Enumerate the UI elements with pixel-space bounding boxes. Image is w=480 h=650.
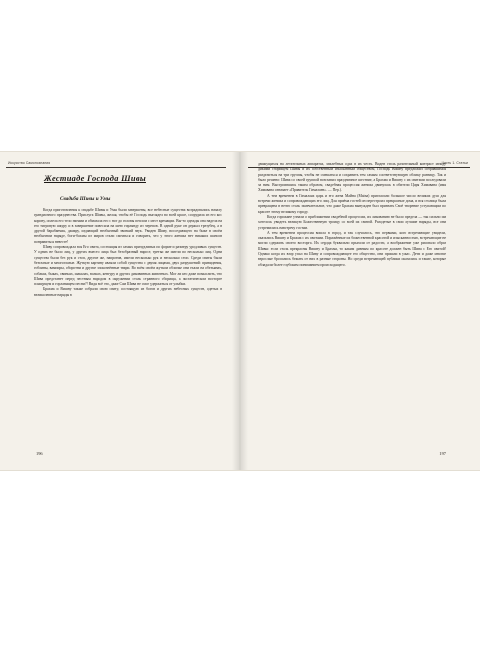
right-running-head: Часть 1. Статьи <box>441 161 468 165</box>
right-page-number: 197 <box>439 451 446 456</box>
right-paragraph: А тем временем процессия вошла в город, и так случилось, что первыми, кого встречающие увидели, оказались Вишну и Брахма с их свитами. Поражённые их божественной красотой и изысканностью, встречающие не могли сдержать своего восторга. Их сердца буквально прыгали от радости, а воображение уже рисовало образ Шивы: если столь прекрасны Вишну и Брахма, то каким дивным по красоте должен быть Шива с Его свитой! Однако когда их взор упал на Шиву и сопровождающее его общество, они пришли в ужас. Дети и даже многие взрослые бросились бежать от них в разные стороны. Но среди встречающей публики оказались и такие, которые обладали более глубоким пониманием происходящего. <box>258 230 446 267</box>
left-paragraph: Брахма и Вишну также собрали свою свиту, состоящую из богов и других небесных существ, одетых в великолепные наряды в <box>34 287 222 297</box>
chapter-title: Жестиаде Господа Шивы <box>44 174 146 183</box>
right-paragraph: Когда горожане узнали о приближении свадебной процессии, их ликованию не было предела — так сильно им хотелось увидеть великую Божественную троицу со всей их свитой. Разодетые в свои лучшие наряды, все они устремились навстречу гостям. <box>258 214 446 230</box>
left-page-number: 196 <box>36 451 43 456</box>
left-paragraph: Шиву сопровождала вся Его свита, состоящая из самых причудливых по форме и размеру уродливых существ. У одних не было лиц, у других вместо лица был безобразный нарост, третьи же имели по несколько лиц. Одни существа были без рук и стоп, другие же, напротив, имели несколько рук и несколько стоп. Среди свиты были безглазые и многоглазые. Жуткую картину являли собой существа с двумя лицами, двух разрушений: привидения, гоблины, вампиры, оборотни и другие злокознённые твари. Во всём своём жутком обличье они ехали на обезьянах, собаках, быках, свиньях, шакалах, волках, кенгуру и других диковинных животных. Мог ли кто даже помыслить, что Шива предстанет перед честным народом в окружении столь странного сборища, а экстатическом восторге плящущем и горланящем песни?! Видя всё это, даже Сам Шива не смог удержаться от улыбки. <box>34 245 222 287</box>
right-paragraph: А тем временем в Гималаях царь и его жена Майна (Maina) пригласили большое число великих душ для встречи жениха и сопровождающих его лиц. Для приёма гостей он перестроил прекрасные дома, и вся столица была превращена в нечто столь замечательное, что даже Брахма вынужден был признать Своё творение уступающим по красоте этому великому городу. <box>258 193 446 214</box>
open-book <box>0 152 480 470</box>
left-page <box>6 152 232 470</box>
left-header-rule <box>6 167 226 168</box>
book-spine-shadow <box>232 152 248 470</box>
right-page <box>248 152 474 470</box>
left-paragraph: Когда приготовления к свадьбе Шивы и Умы были завершены, все небесные существа возрадовались началу грандиозного празднества. Прислуга Шивы, желая, чтобы её Господь выглядел во всей красе, соорудила из его кос корону, оплела его тело змеями и обмазала его с ног до головы пеплом с мест кремации. Вы-то одежды она надела на его тигровую шкуру и в завершение повесила на шею гирлянду из черепов. В одной руке он держал трезубец, а в другой барабанчик, дамару, издающий необычный звонкий звук. Увидев Шиву, восседающего на быке в своём необычном наряде, боги-бахмы из миров стали смеяться и говорить, что у этого жениха нет никаких шансов понравиться невесте! <box>34 208 222 244</box>
section-title: Свадьба Шивы и Умы <box>60 196 111 202</box>
left-running-head: Искусство Самопознания <box>8 161 51 165</box>
left-body-text <box>34 208 222 298</box>
right-body-text <box>258 162 446 268</box>
right-paragraph: движущихся на летательных аппаратах, хвалебных одах в их честь. Виден столь разительный контраст между дикими сборищем Шивы и их собственным изысканным обществом, Господь Вишну предложил собравшимся разделиться на три группы, чтобы не смешаться и сохранить тем самым соответствующую облику разницу. Так и было решено: Шива со своей группой возглавил праздничное шествие, а Брахма и Вишну с их свитами последовали за ним. Выстроившись таким образом, свадебная процессия жениха двинулась в обители Царя Химавана (имя Химавана означает «Правитель Гималаев». — Пер.). <box>258 162 446 193</box>
